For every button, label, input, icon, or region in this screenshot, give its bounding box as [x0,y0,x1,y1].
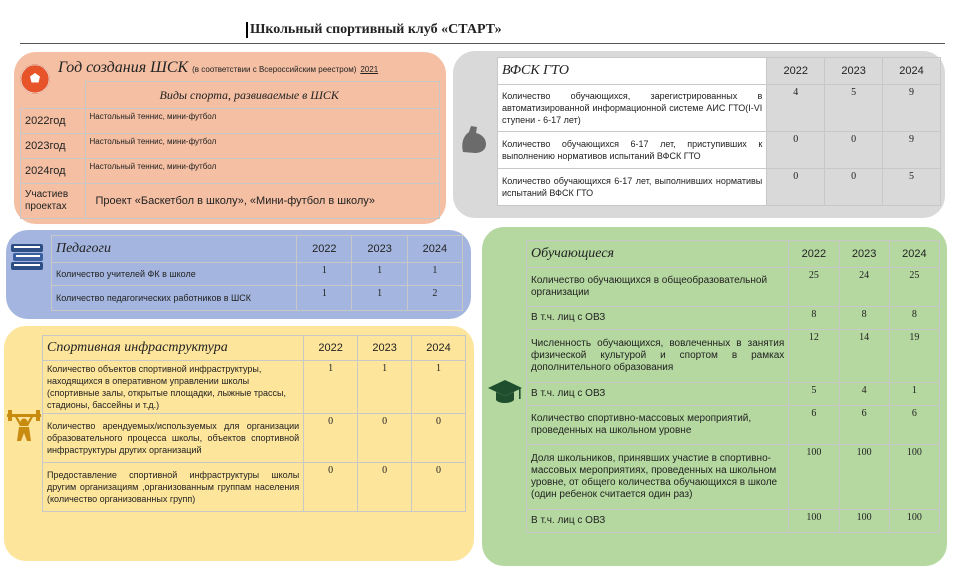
students-table [526,240,940,533]
table-row [43,414,466,463]
infrastructure-table [42,335,466,512]
table-row [43,361,466,414]
row-value: 0 [412,414,466,463]
table-row [527,330,940,383]
title-divider [20,43,945,44]
infrastructure-heading: Спортивная инфраструктура [43,336,304,361]
projects-label: Участиев проектах [21,184,86,219]
row-label: Количество обучающихся 6-17 лет, выполнивших нормативы испытаний ВФСК ГТО [498,169,767,206]
row-label: 2022год [21,109,86,134]
row-value: 1 [358,361,412,414]
sports-table [20,81,440,219]
row-value: 12 [789,330,839,383]
row-value: Настольный теннис, мини-футбол [85,134,440,159]
table-row [498,169,941,206]
table-row [527,510,940,533]
row-value: 19 [889,330,939,383]
graduation-cap-icon [487,378,523,406]
row-value: 100 [789,510,839,533]
weightlifter-icon [6,407,42,443]
books-icon [9,240,47,272]
row-value: 1 [889,383,939,406]
table-row [498,85,941,132]
row-value: Настольный теннис, мини-футбол [85,159,440,184]
row-value: 100 [839,510,889,533]
row-value: 5 [825,85,883,132]
year-header: 2023 [825,58,883,85]
row-value: 9 [883,85,941,132]
sports-subheading: Виды спорта, развиваемые в ШСК [85,82,440,109]
row-value: 8 [789,307,839,330]
row-value: 9 [883,132,941,169]
row-value: 2 [407,286,462,311]
row-value: 14 [839,330,889,383]
row-value: 0 [767,132,825,169]
row-value: Настольный теннис, мини-футбол [85,109,440,134]
row-value: 5 [883,169,941,206]
row-value: 1 [304,361,358,414]
row-value: 25 [889,268,939,307]
row-value: 100 [789,445,839,510]
row-label: Количество педагогических работников в ШСК [52,286,297,311]
row-value: 1 [352,286,407,311]
table-row [21,184,440,219]
year-header: 2023 [358,336,412,361]
row-label: Количество обучающихся, зарегистрированных в автоматизированной информационной системе АИС ГТО(I-VI ступени - 6-17 лет) [498,85,767,132]
row-label: Количество арендуемых/используемых для организации образовательного процесса школы, объектов спортивной инфраструктуры других организаций [43,414,304,463]
row-value: 5 [789,383,839,406]
creation-heading-line [58,59,378,79]
year-header: 2024 [889,241,939,268]
row-value: 1 [297,263,352,286]
table-row [498,132,941,169]
row-label: 2023год [21,134,86,159]
table-row [21,109,440,134]
row-value: 100 [889,445,939,510]
row-value: 100 [889,510,939,533]
row-label: Количество спортивно-массовых мероприятий, проведенных на школьном уровне [527,406,789,445]
year-header: 2024 [407,236,462,263]
row-value: 0 [358,463,412,512]
table-row [52,286,463,311]
year-header: 2022 [789,241,839,268]
table-row [527,406,940,445]
table-row [21,159,440,184]
table-row [43,463,466,512]
row-value: 0 [825,132,883,169]
table-row [527,383,940,406]
year-header: 2022 [297,236,352,263]
row-value: 4 [839,383,889,406]
teachers-table [51,235,463,311]
row-value: 6 [889,406,939,445]
biceps-icon [457,122,491,158]
year-header: 2022 [767,58,825,85]
row-label: В т.ч. лиц с ОВЗ [527,383,789,406]
row-value: 24 [839,268,889,307]
gto-heading: ВФСК ГТО [498,58,767,85]
row-label: Количество объектов спортивной инфраструктуры, находящихся в оперативном управлении школы (спортивные залы, открытые площадки, лыжные трассы, стадионы, бассейны и т.д.) [43,361,304,414]
row-label: Предоставление спортивной инфраструктуры школы другим организациям ,организованным группам населения (количество организованных групп) [43,463,304,512]
table-row [527,268,940,307]
row-value: 0 [767,169,825,206]
row-value: 0 [825,169,883,206]
row-value: 1 [297,286,352,311]
year-header: 2022 [304,336,358,361]
row-value: 8 [889,307,939,330]
year-header: 2023 [352,236,407,263]
table-row [527,307,940,330]
row-value: 1 [407,263,462,286]
creation-year: 2021 [360,65,379,74]
row-label: 2024год [21,159,86,184]
row-label: В т.ч. лиц с ОВЗ [527,307,789,330]
year-header: 2023 [839,241,889,268]
row-label: Количество обучающихся в общеобразовательной организации [527,268,789,307]
row-value: 25 [789,268,839,307]
row-label: Количество обучающихся 6-17 лет, приступивших к выполнению нормативов испытаний ВФСК ГТО [498,132,767,169]
row-value: 8 [839,307,889,330]
row-value: 100 [839,445,889,510]
projects-value: Проект «Баскетбол в школу», «Мини-футбол в школу» [85,184,440,219]
row-label: Численность обучающихся, вовлеченных в занятия физической культурой и спортом в рамках дополнительного образования [527,330,789,383]
row-label: Количество учителей ФК в школе [52,263,297,286]
teachers-heading: Педагоги [52,236,297,263]
row-value: 0 [304,463,358,512]
table-row [21,134,440,159]
gto-table [497,57,941,206]
row-value: 4 [767,85,825,132]
creation-note: (в соответствии с Всероссийским реестром) [192,65,357,74]
row-label: В т.ч. лиц с ОВЗ [527,510,789,533]
students-heading: Обучающиеся [527,241,789,268]
row-value: 0 [358,414,412,463]
year-header: 2024 [883,58,941,85]
row-value: 0 [304,414,358,463]
row-value: 6 [839,406,889,445]
table-row [527,445,940,510]
row-value: 1 [352,263,407,286]
row-value: 0 [412,463,466,512]
row-label: Доля школьников, принявших участие в спортивно-массовых мероприятиях, проведенных на школьном уровне, от общего количества обучающихся в школе (один ребенок считается один раз) [527,445,789,510]
row-value: 6 [789,406,839,445]
row-value: 1 [412,361,466,414]
year-header: 2024 [412,336,466,361]
creation-heading: Год создания ШСК [58,59,189,76]
page-title: Школьный спортивный клуб «СТАРТ» [246,22,502,38]
table-row [52,263,463,286]
